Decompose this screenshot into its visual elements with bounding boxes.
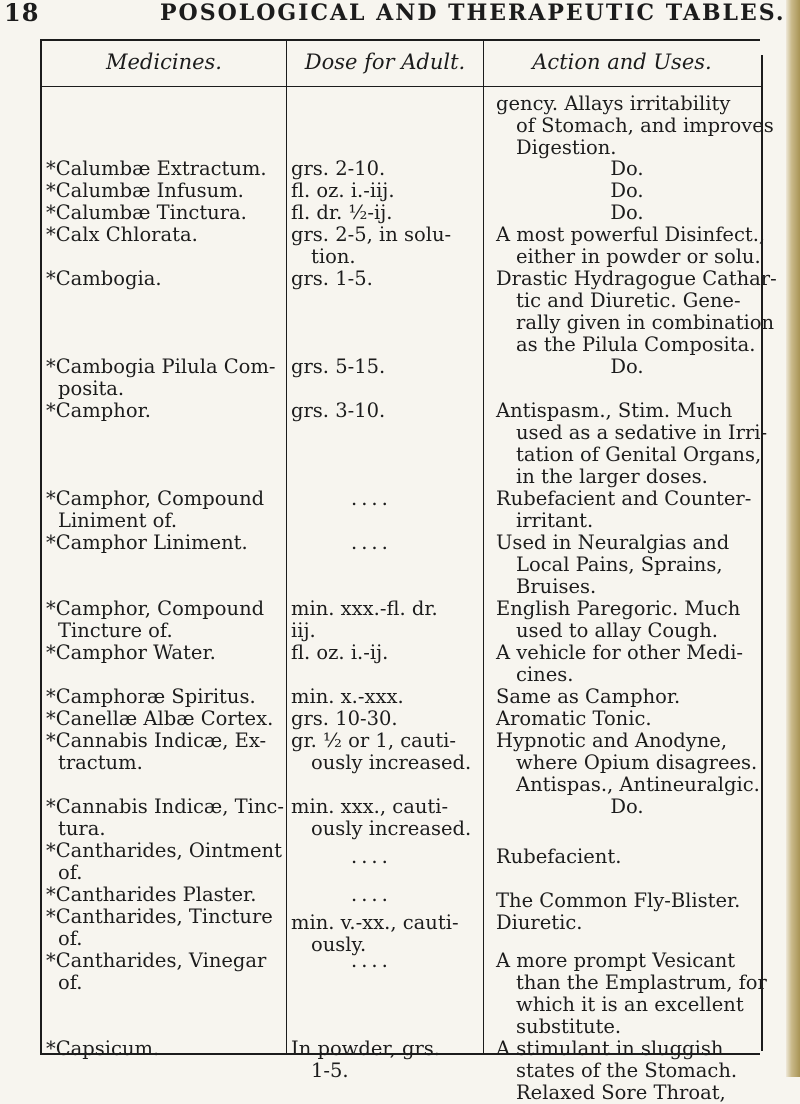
header-action: Action and Uses.	[532, 50, 712, 74]
medicine-cell: *Camphor, Compound Tincture of.	[46, 597, 265, 642]
action-cell: Hypnotic and Anodyne, where Opium disagrees. Antispas., Antineuralgic.	[496, 729, 760, 796]
medicine-cell: *Calumbæ Tinctura.	[46, 201, 247, 224]
book-title: POSOLOGICAL AND THERAPEUTIC TABLES.	[160, 0, 786, 26]
running-head	[0, 0, 790, 30]
action-cell: Drastic Hydragogue Cathar- tic and Diuretic. Gene- rally given in combination as the Pilula Composita.	[496, 267, 777, 356]
action-cell: Antispasm., Stim. Much used as a sedative in Irri- tation of Genital Organs, in the larger doses.	[496, 399, 768, 488]
action-cell: Do.	[610, 201, 644, 224]
dose-cell: gr. ½ or 1, cauti- ously increased.	[291, 729, 472, 774]
dose-cell: ....	[351, 949, 392, 972]
medicine-cell: *Calumbæ Infusum.	[46, 179, 244, 202]
action-cell: Same as Camphor.	[496, 685, 681, 708]
medicine-cell: *Cantharides Plaster.	[46, 883, 257, 906]
action-cell: The Common Fly-Blister.	[496, 889, 741, 912]
dose-cell: ....	[351, 883, 392, 906]
action-cell: Do.	[610, 179, 644, 202]
dose-cell: ....	[351, 845, 392, 868]
medicine-cell: *Camphor Liniment.	[46, 531, 248, 554]
dose-cell: fl. oz. i.-iij.	[291, 179, 395, 202]
medicine-cell: *Capsicum.	[46, 1037, 160, 1060]
dose-cell: min. v.-xx., cauti- ously.	[291, 911, 459, 956]
medicine-cell: *Cambogia.	[46, 267, 162, 290]
medicine-cell: *Calx Chlorata.	[46, 223, 198, 246]
dose-cell: grs. 5-15.	[291, 355, 386, 378]
action-cell: Rubefacient and Counter- irritant.	[496, 487, 752, 532]
action-cell: Diuretic.	[496, 911, 583, 934]
dose-cell: min. x.-xxx.	[291, 685, 404, 708]
action-cell: Do.	[610, 355, 644, 378]
dose-cell: grs. 2-10.	[291, 157, 386, 180]
dose-cell: grs. 1-5.	[291, 267, 373, 290]
dose-cell: ....	[351, 487, 392, 510]
action-cell: Aromatic Tonic.	[496, 707, 652, 730]
dose-cell: grs. 3-10.	[291, 399, 386, 422]
medicine-cell: *Camphor.	[46, 399, 151, 422]
page-edge	[786, 0, 800, 1077]
action-cell: Used in Neuralgias and Local Pains, Sprains, Bruises.	[496, 531, 730, 598]
medicine-cell: *Cantharides, Vinegar of.	[46, 949, 267, 994]
action-cell: Do.	[610, 157, 644, 180]
medicine-cell: *Camphor, Compound Liniment of.	[46, 487, 265, 532]
medicine-cell: *Canellæ Albæ Cortex.	[46, 707, 274, 730]
dose-cell: ....	[351, 531, 392, 554]
medicine-cell: *Camphor Water.	[46, 641, 216, 664]
action-cell: English Paregoric. Much used to allay Cough.	[496, 597, 741, 642]
page-number: 18	[4, 0, 40, 27]
medicine-cell: *Cambogia Pilula Com- posita.	[46, 355, 276, 400]
dose-cell: fl. dr. ½-ij.	[291, 201, 393, 224]
header-medicines: Medicines.	[106, 50, 222, 74]
table-left-rule	[40, 39, 42, 1053]
dose-cell: In powder, grs. 1-5.	[291, 1037, 440, 1082]
action-cell: Rubefacient.	[496, 845, 622, 868]
action-cell: Do.	[610, 795, 644, 818]
action-cell: A stimulant in sluggish states of the Stomach. Relaxed Sore Throat,	[496, 1037, 738, 1104]
header-rule	[40, 86, 762, 87]
medicine-cell: *Camphoræ Spiritus.	[46, 685, 256, 708]
medicine-cell: *Cannabis Indicæ, Tinc- tura.	[46, 795, 284, 840]
action-cell: A more prompt Vesicant than the Emplastrum, for which it is an excellent substitute.	[496, 949, 767, 1038]
action-continuation: gency. Allays irritability of Stomach, and improves Digestion.	[496, 92, 774, 159]
dose-cell: fl. oz. i.-ij.	[291, 641, 389, 664]
action-cell: A most powerful Disinfect., either in powder or solu.	[496, 223, 766, 268]
medicine-cell: *Calumbæ Extractum.	[46, 157, 267, 180]
dose-cell: grs. 2-5, in solu- tion.	[291, 223, 452, 268]
medicine-cell: *Cannabis Indicæ, Ex- tractum.	[46, 729, 267, 774]
medicine-cell: *Cantharides, Tincture of.	[46, 905, 273, 950]
dose-cell: min. xxx., cauti- ously increased.	[291, 795, 472, 840]
dose-cell: grs. 10-30.	[291, 707, 398, 730]
header-dose: Dose for Adult.	[304, 50, 466, 74]
dose-cell: min. xxx.-fl. dr. iij.	[291, 597, 438, 642]
medicine-cell: *Cantharides, Ointment of.	[46, 839, 282, 884]
action-cell: A vehicle for other Medi- cines.	[496, 641, 744, 686]
